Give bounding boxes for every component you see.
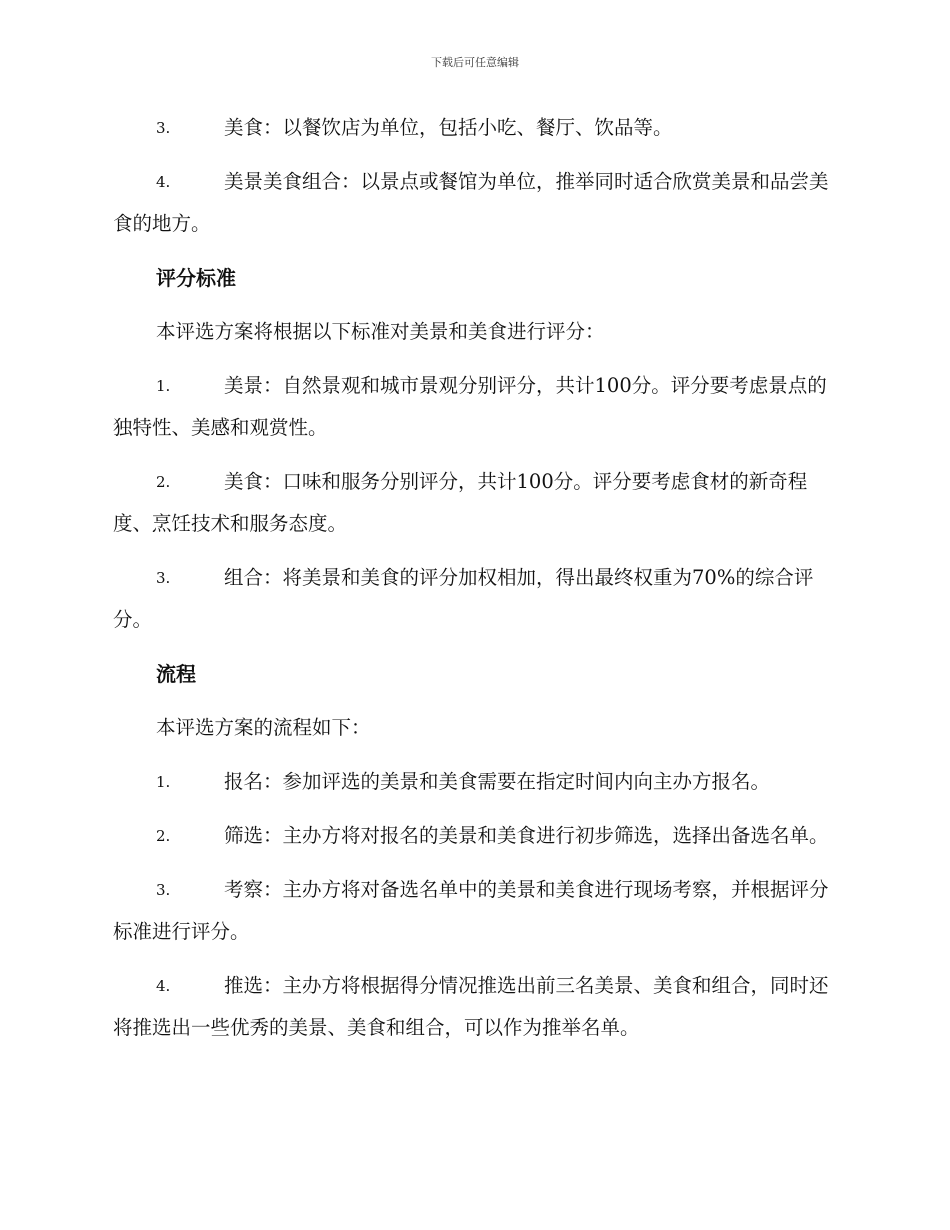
list-number: 3. bbox=[156, 881, 171, 899]
list-number: 1. bbox=[156, 773, 171, 791]
list-item bbox=[113, 365, 835, 449]
list-text: 报名：参加评选的美景和美食需要在指定时间内向主办方报名。 bbox=[224, 770, 771, 793]
list-text: 美食：口味和服务分别评分，共计100分。评分要考虑食材的新奇程度、烹饪技术和服务态度。 bbox=[113, 470, 808, 535]
list-text: 推选：主办方将根据得分情况推选出前三名美景、美食和组合，同时还将推选出一些优秀的美景、美食和组合，可以作为推举名单。 bbox=[113, 974, 829, 1039]
list-text: 美景美食组合：以景点或餐馆为单位，推举同时适合欣赏美景和品尝美食的地方。 bbox=[113, 170, 829, 235]
list-number: 2. bbox=[156, 827, 171, 845]
list-text: 筛选：主办方将对报名的美景和美食进行初步筛选，选择出备选名单。 bbox=[224, 824, 829, 847]
section-heading-scoring: 评分标准 bbox=[156, 266, 236, 290]
list-number: 3. bbox=[156, 119, 171, 137]
list-text: 考察：主办方将对备选名单中的美景和美食进行现场考察，并根据评分标准进行评分。 bbox=[113, 878, 829, 943]
list-text: 美景：自然景观和城市景观分别评分，共计100分。评分要考虑景点的独特性、美感和观赏性。 bbox=[113, 374, 827, 439]
section-heading-process: 流程 bbox=[156, 662, 196, 686]
list-item bbox=[113, 869, 835, 953]
section-intro-scoring: 本评选方案将根据以下标准对美景和美食进行评分： bbox=[156, 320, 605, 343]
list-number: 3. bbox=[156, 569, 171, 587]
list-number: 4. bbox=[156, 977, 171, 995]
list-item bbox=[113, 761, 835, 803]
list-number: 4. bbox=[156, 173, 171, 191]
document-body bbox=[113, 107, 835, 1061]
list-item bbox=[113, 461, 835, 545]
list-number: 1. bbox=[156, 377, 171, 395]
list-text: 组合：将美景和美食的评分加权相加，得出最终权重为70%的综合评分。 bbox=[113, 566, 814, 631]
list-item bbox=[113, 557, 835, 641]
list-item bbox=[113, 107, 835, 149]
page-header: 下载后可任意编辑 bbox=[431, 56, 519, 69]
list-item bbox=[113, 965, 835, 1049]
list-item bbox=[113, 161, 835, 245]
list-text: 美食：以餐饮店为单位，包括小吃、餐厅、饮品等。 bbox=[224, 116, 673, 139]
list-number: 2. bbox=[156, 473, 171, 491]
list-item bbox=[113, 815, 835, 857]
section-intro-process: 本评选方案的流程如下： bbox=[156, 716, 371, 739]
